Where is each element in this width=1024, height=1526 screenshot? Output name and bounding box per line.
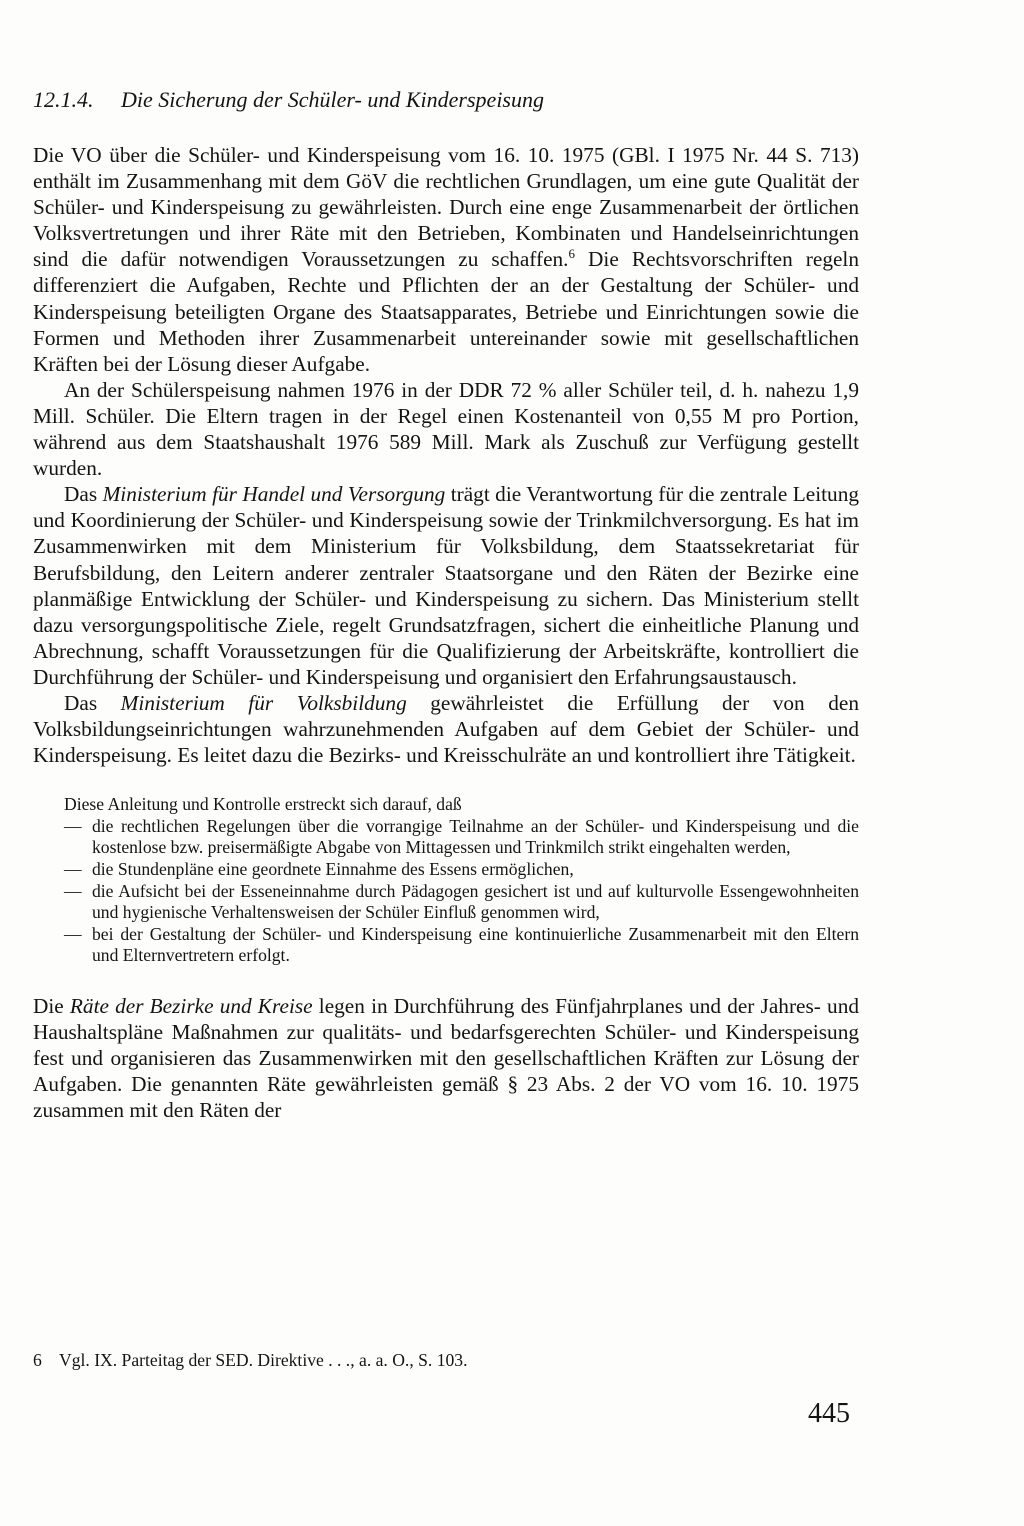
paragraph-1-text-b: Die Rechtsvorschriften regeln differenziert die Aufgaben, Rechte und Pflichten der an der Gestaltung der Schüler- und Kinderspeisung beteiligten Organe des Staatsapparates, Betriebe und Einrichtungen sowie die Formen und Methoden ihrer Zusammenarbeit untereinander sowie mit gesellschaftlichen Kräften bei der Lösung dieser Aufgabe. [33,247,859,376]
paragraph-3-emphasis: Ministerium für Handel und Versorgung [102,482,446,507]
paragraph-5-text-a: Die [33,994,70,1018]
list-item [33,881,859,924]
paragraph-5-emphasis: Räte der Bezirke und Kreise [69,994,313,1018]
list-item [33,924,859,967]
paragraph-4-emphasis: Ministerium für Volksbildung [120,690,407,715]
paragraph-3-text-b: trägt die Verantwortung für die zentrale Leitung und Koordinierung der Schüler- und Kinderspeisung sowie der Trinkmilchversorgung. Es hat im Zusammenwirken mit dem Ministerium für Volksbildung, dem Staatssekretariat für Berufsbildung, den Leitern anderer zentraler Staatsorgane und den Räten der Bezirke eine planmäßige Entwicklung der Schüler- und Kinderspeisung zu sichern. Das Ministerium stellt dazu versorgungspolitische Ziele, regelt Grundsatzfragen, sichert die einheitliche Planung und Abrechnung, schafft Voraussetzungen für die Qualifizierung der Arbeitskräfte, kontrolliert die Durchführung der Schüler- und Kinderspeisung und organisiert den Erfahrungsaustausch. [33,482,859,689]
dash-marker: — [64,880,82,901]
list-item-text: bei der Gestaltung der Schüler- und Kinderspeisung eine kontinuierliche Zusammenarbeit mit den Eltern und Elternvertretern erfolgt. [92,923,859,966]
page-number: 445 [808,1398,850,1429]
dash-marker: — [64,815,82,836]
footnote-reference: 6 [568,246,575,262]
list-item-text: die Aufsicht bei der Esseneinnahme durch Pädagogen gesichert ist und auf kulturvolle Essengewohnheiten und hygienische Verhaltensweisen der Schüler Einfluß genommen wird, [92,880,859,923]
paragraph-3-text-a: Das [64,482,103,507]
list-item [33,859,859,881]
paragraph-2: An der Schülerspeisung nahmen 1976 in der DDR 72 % aller Schüler teil, d. h. nahezu 1,9 Mill. Schüler. Die Eltern tragen in der Regel einen Kostenanteil von 0,55 M pro Portion, während aus dem Staatshaushalt 1976 589 Mill. Mark als Zuschuß zur Verfügung gestellt wurden. [33,377,859,481]
small-print-block [33,794,859,967]
dash-marker: — [64,859,82,880]
paragraph-1 [33,142,859,377]
dash-marker: — [64,923,82,944]
small-print-intro: Diese Anleitung und Kontrolle erstreckt sich darauf, daß [64,794,462,815]
paragraph-4-text-b: gewährleistet die Erfüllung der von den Volksbildungseinrichtungen wahrzunehmenden Aufgaben auf dem Gebiet der Schüler- und Kinderspeisung. Es leitet dazu die Bezirks- und Kreisschulräte an und kontrolliert ihre Tätigkeit. [33,690,859,768]
section-heading [33,86,853,114]
paragraph-4-text-a: Das [64,690,121,715]
footnote-number: 6 [33,1350,42,1370]
paragraph-5 [33,993,859,1123]
body-text [33,142,859,1123]
paragraph-1-text-a: Die VO über die Schüler- und Kinderspeisung vom 16. 10. 1975 (GBl. I 1975 Nr. 44 S. 713) enthält im Zusammenhang mit dem GöV die rechtlichen Grundlagen, um eine gute Qualität der Schüler- und Kinderspeisung zu gewährleisten. Durch eine enge Zusammenarbeit der örtlichen Volksvertretungen und ihrer Räte mit den Betrieben, Kombinaten und Handelseinrichtungen sind die dafür notwendigen Voraussetzungen zu schaffen. [33,143,859,272]
footnote-text: Vgl. IX. Parteitag der SED. Direktive . . ., a. a. O., S. 103. [59,1350,468,1370]
paragraph-4 [33,690,859,768]
section-title: Die Sicherung der Schüler- und Kinderspeisung [121,87,544,112]
section-number: 12.1.4. [33,87,94,112]
list-item [33,816,859,859]
list-item-text: die Stundenpläne eine geordnete Einnahme des Essens ermöglichen, [92,859,574,880]
paragraph-5-text-b: legen in Durchführung des Fünfjahrplanes und der Jahres- und Haushaltspläne Maßnahmen zur qualitäts- und bedarfsgerechten Schüler- und Kinderspeisung fest und organisieren das Zusammenwirken mit den gesellschaftlichen Kräften zur Lösung der Aufgaben. Die genannten Räte gewährleisten gemäß § 23 Abs. 2 der VO vom 16. 10. 1975 zusammen mit den Räten der [33,994,859,1123]
paragraph-3 [33,481,859,690]
footnote [33,1349,859,1371]
small-print-list [33,816,859,967]
list-item-text: die rechtlichen Regelungen über die vorrangige Teilnahme an der Schüler- und Kinderspeisung und die kostenlose bzw. preisermäßigte Abgabe von Mittagessen und Trinkmilch strikt eingehalten werden, [92,815,859,858]
